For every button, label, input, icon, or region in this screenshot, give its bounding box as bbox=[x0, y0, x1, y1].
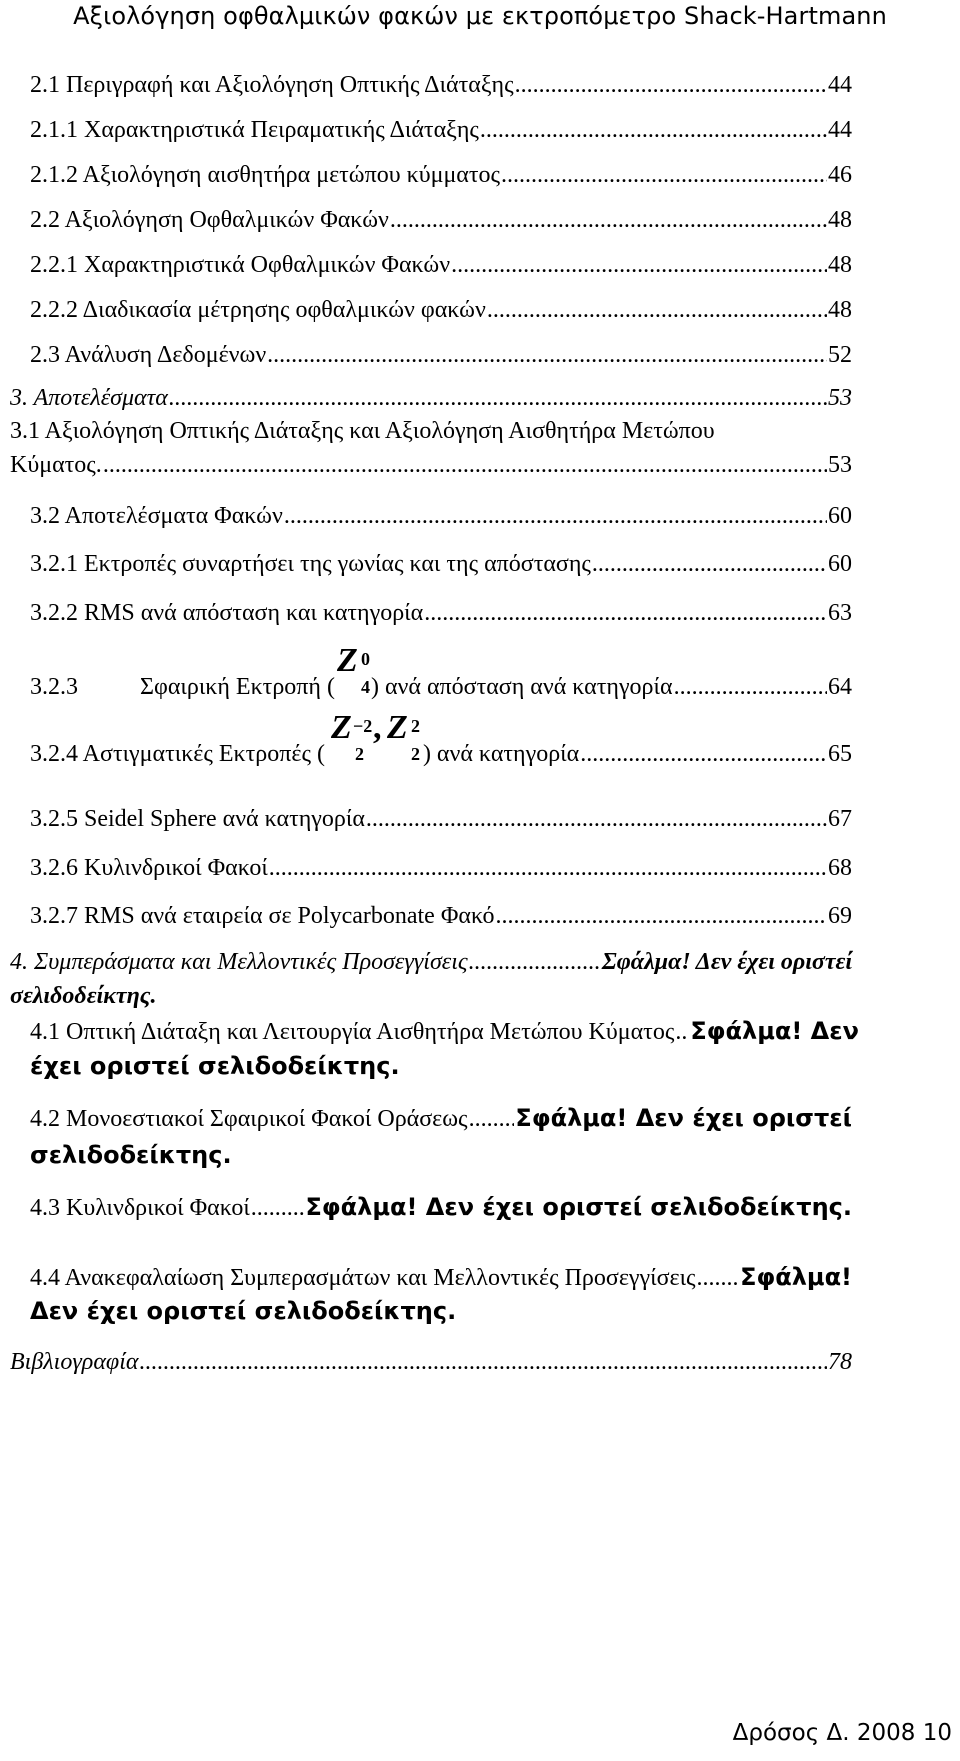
toc-entry-2-2-1[interactable] bbox=[30, 250, 852, 280]
toc-page-number: 48 bbox=[828, 297, 852, 323]
toc-entry-4-1[interactable] bbox=[30, 1016, 859, 1047]
toc-entry-label: Βιβλιογραφία bbox=[10, 1349, 139, 1375]
error-bookmark-text: Σφάλμα! Δεν bbox=[690, 1017, 859, 1045]
error-bookmark-text: σελιδοδείκτης. bbox=[30, 1141, 232, 1169]
toc-entry-label: 4.2 Μονοεστιακοί Σφαιρικοί Φακοί Οράσεως bbox=[30, 1106, 468, 1132]
page-footer: Δρόσος Δ. 2008 10 bbox=[732, 1720, 952, 1746]
toc-entry-label: 4.1 Οπτική Διάταξη και Λειτουργία Αισθητήρα Μετώπου Κύματος bbox=[30, 1019, 675, 1045]
toc-entry-3-2-3[interactable] bbox=[30, 642, 852, 702]
toc-page-number: 60 bbox=[828, 551, 852, 577]
zernike-symbol: Z −2 2 bbox=[330, 709, 373, 764]
toc-entry-3-2[interactable] bbox=[30, 501, 852, 531]
toc-entry-label: 2.1 Περιγραφή και Αξιολόγηση Οπτικής Διάταξης bbox=[30, 72, 514, 98]
error-bookmark-text: Σφάλμα! Δεν έχει οριστεί bbox=[515, 1104, 852, 1132]
toc-page-number: 63 bbox=[828, 600, 852, 626]
toc-entry-label: 2.1.2 Αξιολόγηση αισθητήρα μετώπου κύμματος bbox=[30, 162, 501, 188]
toc-entry-3-1[interactable] bbox=[10, 450, 852, 480]
toc-entry-label: 2.2.1 Χαρακτηριστικά Οφθαλμικών Φακών bbox=[30, 252, 451, 278]
toc-entry-2-1-2[interactable] bbox=[30, 160, 852, 190]
toc-entry-label-suffix: ) ανά κατηγορία bbox=[422, 741, 580, 767]
toc-entry-label-suffix: ) ανά απόσταση ανά κατηγορία bbox=[370, 674, 673, 700]
toc-page-number: 53 bbox=[828, 452, 852, 478]
toc-entry-4-2[interactable] bbox=[30, 1103, 852, 1134]
toc-entry-label: 4.4 Ανακεφαλαίωση Συμπερασμάτων και Μελλοντικές Προσεγγίσεις bbox=[30, 1265, 696, 1291]
toc-entry-label: 3.2 Αποτελέσματα Φακών bbox=[30, 503, 283, 529]
error-bookmark-text: Σφάλμα! Δεν έχει οριστεί bbox=[601, 949, 852, 975]
toc-entry-label: 2.2.2 Διαδικασία μέτρησης οφθαλμικών φακών bbox=[30, 297, 486, 323]
toc-page-number: 46 bbox=[828, 162, 852, 188]
toc-entry-3-2-5[interactable] bbox=[30, 804, 852, 834]
toc-page-number: 44 bbox=[828, 117, 852, 143]
toc-entry-label: 4.3 Κυλινδρικοί Φακοί bbox=[30, 1195, 250, 1221]
toc-entry-3[interactable] bbox=[10, 383, 852, 413]
toc-page-number: 68 bbox=[828, 855, 852, 881]
toc-page-number: 48 bbox=[828, 207, 852, 233]
toc-entry-label: 2.2 Αξιολόγηση Οφθαλμικών Φακών bbox=[30, 207, 389, 233]
error-bookmark-text: Σφάλμα! bbox=[740, 1263, 852, 1291]
toc-entry-bibliography[interactable] bbox=[10, 1347, 852, 1377]
toc-entry-2-2-2[interactable] bbox=[30, 295, 852, 325]
toc-page-number: 67 bbox=[828, 806, 852, 832]
toc-entry-4-3[interactable] bbox=[30, 1192, 852, 1223]
zernike-symbol: Z 2 2 bbox=[386, 709, 420, 764]
toc-entry-label: 4. Συμπεράσματα και Μελλοντικές Προσεγγίσεις bbox=[10, 949, 468, 975]
toc-entry-label: 3.2.7 RMS ανά εταιρεία σε Polycarbonate Φακό bbox=[30, 903, 495, 929]
error-bookmark-text: Σφάλμα! Δεν έχει οριστεί σελιδοδείκτης. bbox=[305, 1193, 852, 1221]
toc-entry-4-4[interactable] bbox=[30, 1262, 852, 1293]
error-bookmark-text: έχει οριστεί σελιδοδείκτης. bbox=[30, 1052, 400, 1080]
toc-entry-4[interactable] bbox=[10, 947, 852, 977]
toc-entry-2-1-1[interactable] bbox=[30, 115, 852, 145]
toc-entry-3-2-7[interactable] bbox=[30, 901, 852, 931]
toc-entry-3-1-line1[interactable]: 3.1 Αξιολόγηση Οπτικής Διάταξης και Αξιολόγηση Αισθητήρα Μετώπου bbox=[10, 418, 715, 444]
toc-entry-number: 3.2.3 bbox=[30, 674, 78, 700]
toc-entry-label: 2.3 Ανάλυση Δεδομένων bbox=[30, 342, 267, 368]
zernike-symbol: Z 0 4 bbox=[336, 642, 370, 697]
toc-entry-label: 3.2.2 RMS ανά απόσταση και κατηγορία bbox=[30, 600, 424, 626]
toc-entry-label: 3. Αποτελέσματα bbox=[10, 385, 168, 411]
toc-entry-label: 3.2.4 Αστιγματικές Εκτροπές ( bbox=[30, 741, 325, 767]
running-header: Αξιολόγηση οφθαλμικών φακών με εκτροπόμετρο Shack-Hartmann bbox=[73, 2, 887, 30]
error-bookmark-text: Δεν έχει οριστεί σελιδοδείκτης. bbox=[30, 1297, 457, 1325]
toc-entry-3-2-6[interactable] bbox=[30, 853, 852, 883]
toc-page-number: 53 bbox=[828, 385, 852, 411]
toc-page-number: 44 bbox=[828, 72, 852, 98]
toc-entry-2-3[interactable] bbox=[30, 340, 852, 370]
toc-page-number: 60 bbox=[828, 503, 852, 529]
toc-entry-label: 2.1.1 Χαρακτηριστικά Πειραματικής Διάταξης bbox=[30, 117, 479, 143]
toc-entry-label: 3.2.5 Seidel Sphere ανά κατηγορία bbox=[30, 806, 365, 832]
toc-page-number: 69 bbox=[828, 903, 852, 929]
error-bookmark-text: σελιδοδείκτης. bbox=[10, 983, 157, 1009]
toc-entry-label: 3.2.1 Εκτροπές συναρτήσει της γωνίας και της απόστασης bbox=[30, 551, 591, 577]
toc-entry-3-2-1[interactable] bbox=[30, 549, 852, 579]
toc-page-number: 64 bbox=[828, 674, 852, 700]
toc-entry-3-2-4[interactable]: 3.2.4 Αστιγματικές Εκτροπές ( Z −2 2 , Z 2 2 ) ανά κατηγορία ..... 65 bbox=[30, 719, 852, 769]
toc-entry-2-2[interactable] bbox=[30, 205, 852, 235]
toc-page-number: 52 bbox=[828, 342, 852, 368]
toc-entry-2-1[interactable] bbox=[30, 70, 852, 100]
toc-entry-3-2-2[interactable] bbox=[30, 598, 852, 628]
toc-entry-label: 3.2.6 Κυλινδρικοί Φακοί bbox=[30, 855, 268, 881]
toc-entry-label: Κύματος. bbox=[10, 452, 102, 478]
toc-entry-label: Σφαιρική Εκτροπή ( bbox=[140, 674, 335, 700]
toc-page-number: 48 bbox=[828, 252, 852, 278]
toc-page-number: 78 bbox=[828, 1349, 852, 1375]
toc-page-number: 65 bbox=[828, 741, 852, 767]
